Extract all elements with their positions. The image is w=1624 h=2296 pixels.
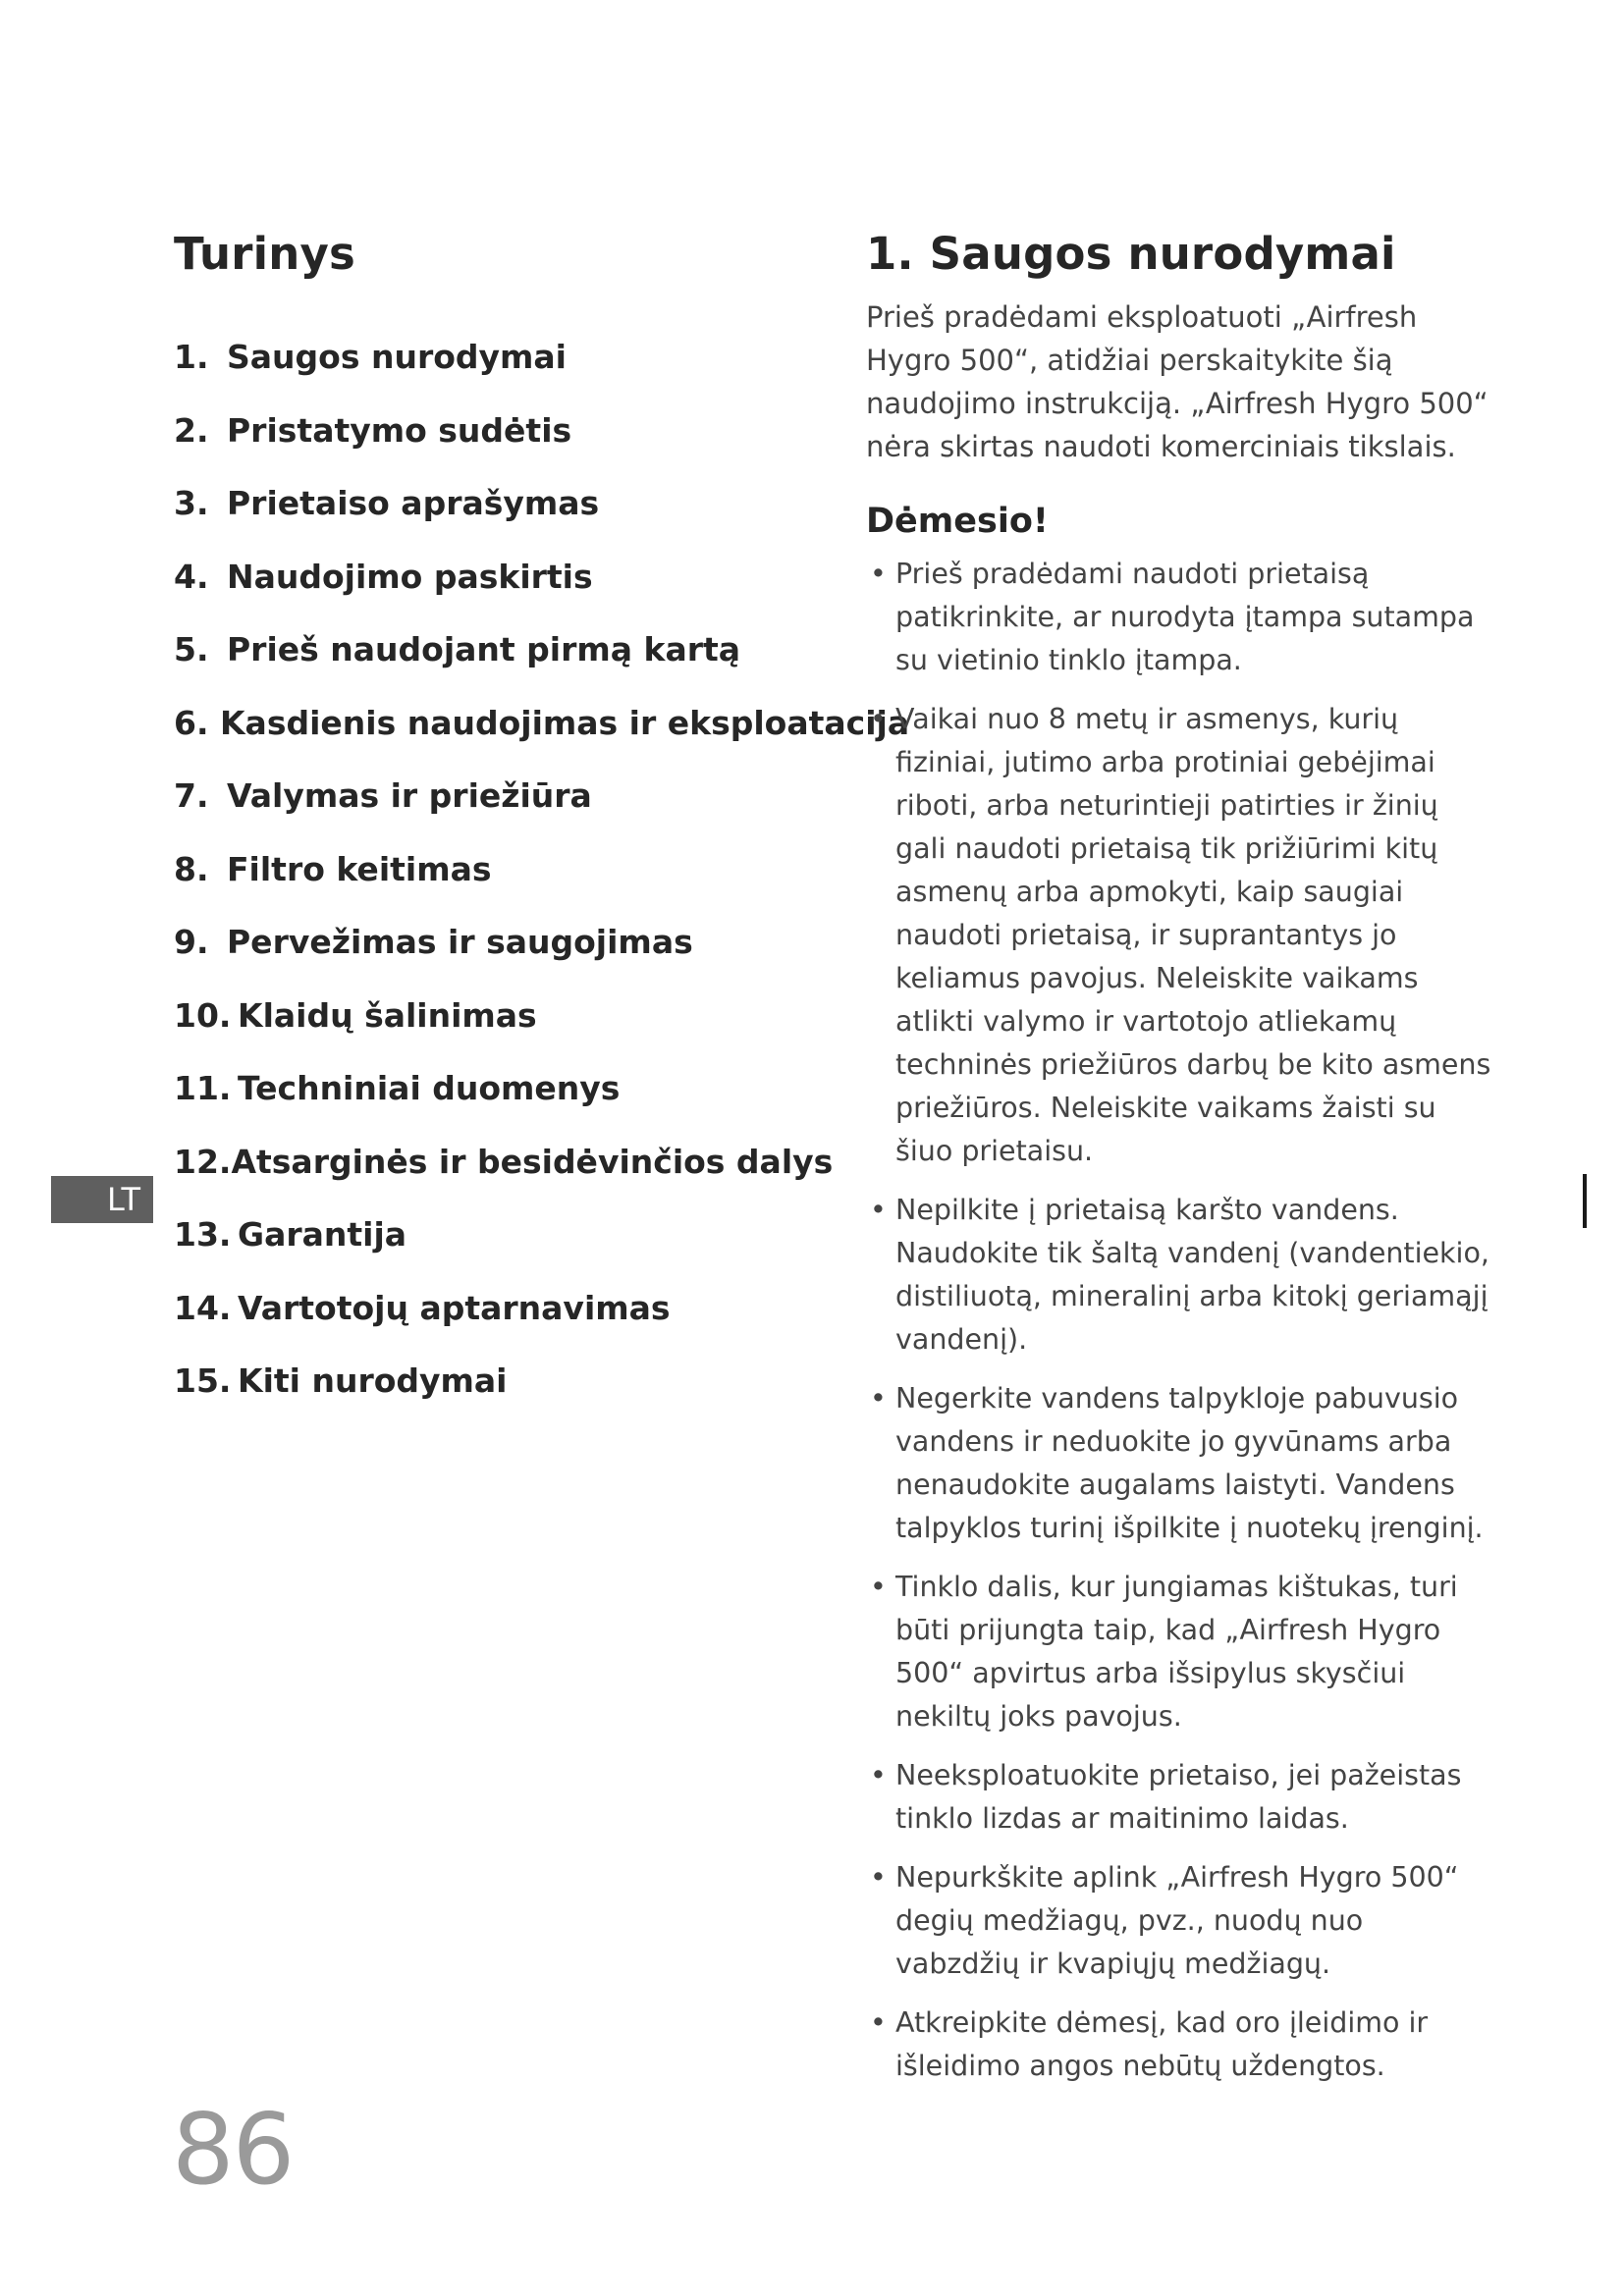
- toc-item-label: Prieš naudojant pirmą kartą: [227, 630, 741, 668]
- safety-bullet: • Nepurkškite aplink „Airfresh Hygro 500“ degių medžiagų, pvz., nuodų nuo vabzdžių ir kvapiųjų medžiagų.: [866, 1856, 1494, 1986]
- toc-item-number: 12.: [174, 1142, 232, 1181]
- toc-item-number: 7.: [174, 776, 209, 815]
- toc-item-label: Filtro keitimas: [227, 849, 492, 888]
- toc-item-number: 3.: [174, 484, 209, 522]
- toc-item-label: Kiti nurodymai: [238, 1362, 508, 1400]
- toc-item-number: 1.: [174, 338, 209, 376]
- toc-item: [174, 484, 822, 558]
- toc-item-label: Saugos nurodymai: [227, 338, 567, 376]
- toc-item-number: 11.: [174, 1069, 232, 1107]
- toc-list: [174, 338, 910, 1435]
- toc-item: [174, 338, 822, 411]
- safety-bullet: • Vaikai nuo 8 metų ir asmenys, kurių fiziniai, jutimo arba protiniai gebėjimai riboti, arba neturintieji patirties ir žinių gali naudoti prietaisą tik prižiūrimi kitų asmenų arba apmokyti, kaip saugiai naudoti prietaisą, ir suprantantys jo keliamus pavojus. Neleiskite vaikams atlikti valymo ir vartotojo atliekamų techninės priežiūros darbų be kito asmens priežiūros. Neleiskite vaikams žaisti su šiuo prietaisu.: [866, 698, 1494, 1173]
- toc-item: [174, 630, 822, 704]
- toc-item-label: Garantija: [238, 1215, 407, 1254]
- toc-item-label: Vartotojų aptarnavimas: [238, 1288, 671, 1327]
- toc-item-number: 13.: [174, 1215, 232, 1254]
- toc-item-number: 14.: [174, 1288, 232, 1327]
- toc-item: [174, 411, 822, 485]
- safety-bullet-list: [866, 553, 1494, 2088]
- toc-item: [174, 703, 910, 777]
- safety-bullet: • Neeksploatuokite prietaiso, jei pažeistas tinklo lizdas ar maitinimo laidas.: [866, 1754, 1494, 1841]
- safety-bullet: • Tinklo dalis, kur jungiamas kištukas, turi būti prijungta taip, kad „Airfresh Hygro 500“ apvirtus arba išsipylus skysčiui nekiltų joks pavojus.: [866, 1566, 1494, 1738]
- toc-item-number: 4.: [174, 557, 209, 596]
- margin-marker: [1583, 1174, 1587, 1228]
- safety-bullet: • Nepilkite į prietaisą karšto vandens. Naudokite tik šaltą vandenį (vandentiekio, distiliuotą, mineralinį arba kitokį geriamąjį vandenį).: [866, 1189, 1494, 1362]
- toc-item-label: Pervežimas ir saugojimas: [227, 923, 693, 961]
- toc-item: [174, 1142, 834, 1216]
- toc-item-label: Valymas ir priežiūra: [227, 776, 592, 815]
- toc-item: [174, 923, 822, 996]
- toc-item: [174, 996, 822, 1070]
- toc-item: [174, 850, 822, 924]
- toc-item-number: 10.: [174, 995, 232, 1035]
- toc-item-label: Techniniai duomenys: [238, 1069, 621, 1107]
- toc-item-label: Pristatymo sudėtis: [227, 410, 572, 450]
- page-number: 86: [172, 2092, 294, 2207]
- toc-item-label: Naudojimo paskirtis: [227, 557, 593, 596]
- toc-item-number: 15.: [174, 1362, 232, 1400]
- toc-item: [174, 1215, 822, 1289]
- toc-item-number: 6.: [174, 703, 209, 742]
- safety-bullet: • Prieš pradėdami naudoti prietaisą patikrinkite, ar nurodyta įtampa sutampa su vietinio tinklo įtampa.: [866, 553, 1494, 682]
- toc-title: Turinys: [174, 228, 355, 280]
- toc-item-label: Kasdienis naudojimas ir eksploatacija: [208, 703, 910, 742]
- language-tab: LT: [51, 1176, 153, 1223]
- toc-item-number: 5.: [174, 630, 209, 668]
- toc-item-label: Atsarginės ir besidėvinčios dalys: [231, 1142, 834, 1181]
- toc-item-number: 9.: [174, 923, 209, 961]
- toc-item: [174, 1289, 822, 1362]
- section-title: 1. Saugos nurodymai: [866, 228, 1396, 280]
- toc-item: [174, 558, 822, 631]
- warning-heading: Dėmesio!: [866, 502, 1049, 541]
- intro-paragraph: Prieš pradėdami eksploatuoti „Airfresh Hygro 500“, atidžiai perskaitykite šią naudojimo instrukciją. „Airfresh Hygro 500“ nėra skirtas naudoti komerciniais tikslais.: [866, 300, 1489, 463]
- toc-item: [174, 1069, 822, 1143]
- toc-item: [174, 776, 822, 850]
- toc-item-number: 2.: [174, 410, 209, 450]
- toc-item: [174, 1362, 822, 1435]
- toc-item-label: Klaidų šalinimas: [238, 995, 537, 1035]
- toc-item-number: 8.: [174, 849, 209, 888]
- safety-section: [866, 228, 1494, 2104]
- toc-item-label: Prietaiso aprašymas: [227, 484, 600, 522]
- safety-bullet: • Negerkite vandens talpykloje pabuvusio vandens ir neduokite jo gyvūnams arba nenaudokite augalams laistyti. Vandens talpyklos turinį išpilkite į nuotekų įrenginį.: [866, 1377, 1494, 1550]
- safety-bullet: • Atkreipkite dėmesį, kad oro įleidimo ir išleidimo angos nebūtų uždengtos.: [866, 2002, 1494, 2088]
